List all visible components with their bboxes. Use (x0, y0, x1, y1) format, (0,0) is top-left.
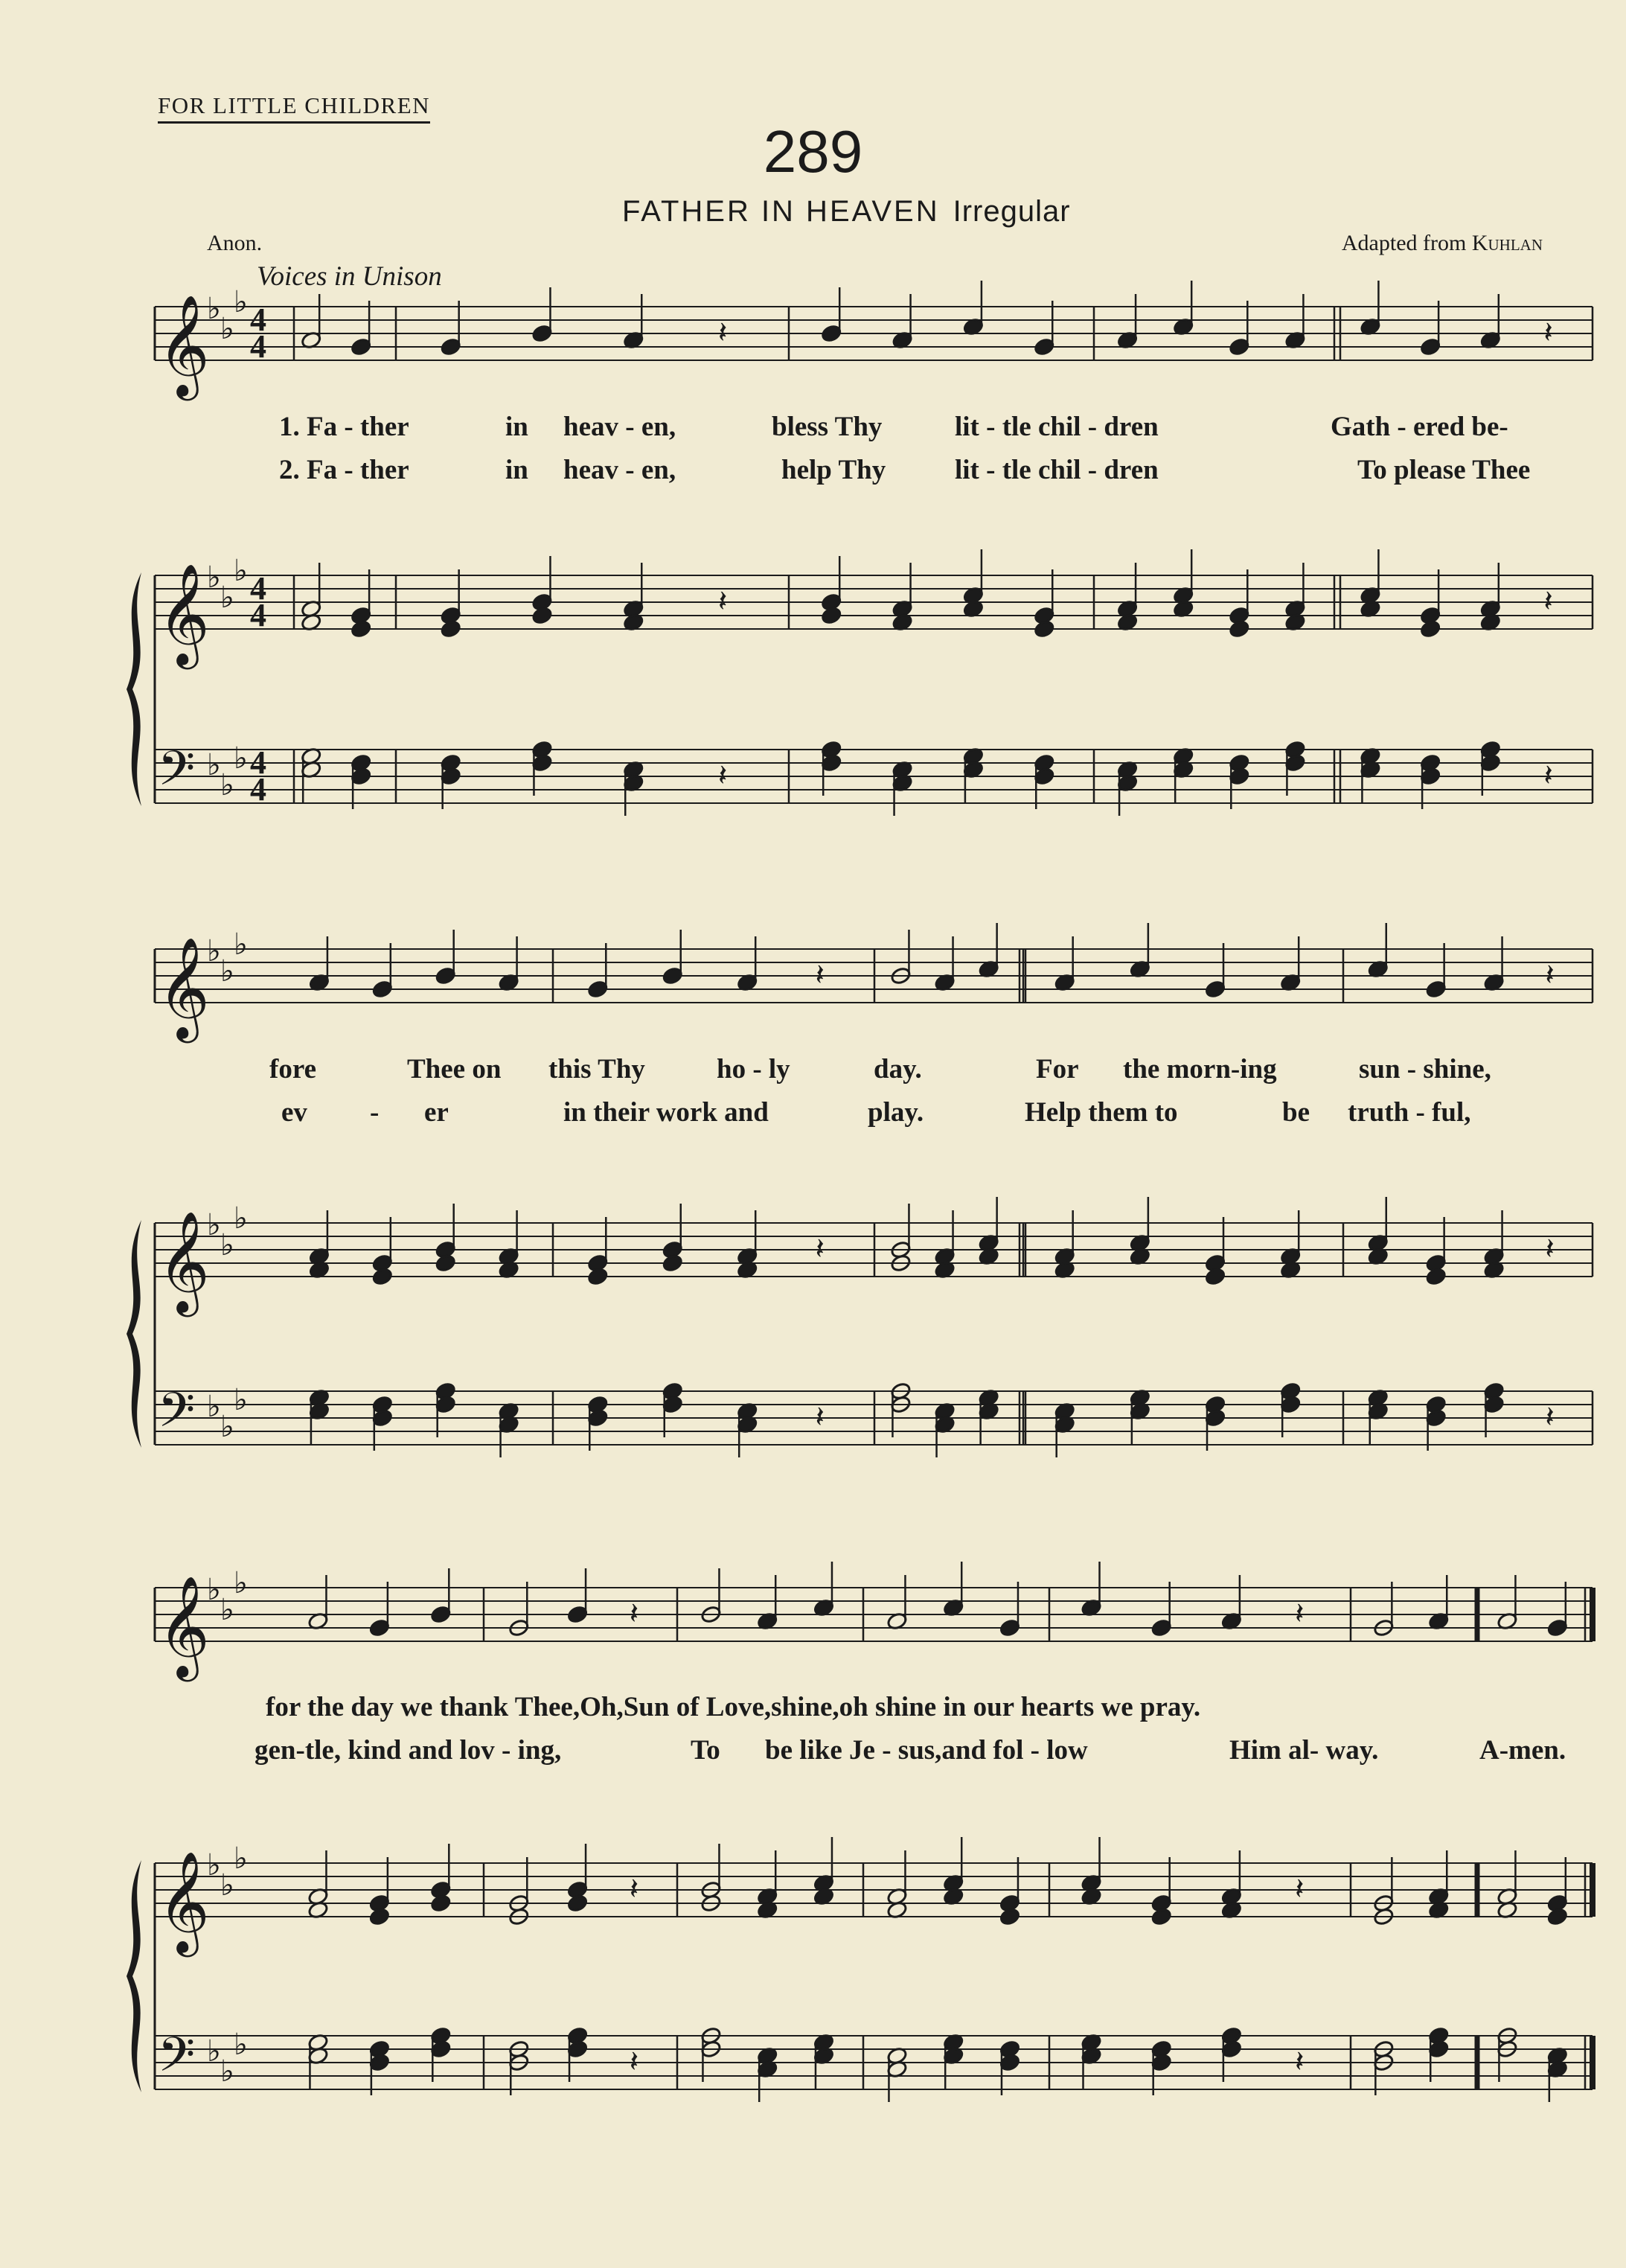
system-1-treble-key-flat: ♭ (234, 554, 248, 588)
system-2-treble-chord-note (662, 1253, 683, 1273)
composer-name: Kuhlan (1471, 231, 1543, 255)
system-1-bass-key-flat: ♭ (207, 748, 221, 782)
system-2-vocal-key-flat: ♭ (234, 927, 248, 962)
system-1-treble-time-bottom: 4 (250, 597, 266, 633)
piano-brace (127, 1220, 141, 1448)
system-1-bass-key-flat: ♭ (234, 741, 248, 776)
system-2-treble-key-flat: ♭ (234, 1201, 248, 1236)
system-3-vocal-rest: 𝄽 (629, 1597, 639, 1631)
system-1-treble-rest: 𝄽 (718, 584, 728, 619)
system-3-bass-key-flat: ♭ (234, 2028, 248, 2062)
lyric-s2-v1-6: For (1036, 1054, 1079, 1085)
lyric-s2-v2-3: er (424, 1097, 449, 1128)
system-1-treble-chord-note (1034, 619, 1055, 639)
system-1-bass-time-bottom: 4 (250, 771, 266, 808)
system-2-treble-key-flat: ♭ (220, 1228, 234, 1262)
lyric-s2-v1-4: ho - ly (717, 1054, 790, 1085)
lyric-s2-v2-6: Help them to (1025, 1097, 1178, 1128)
system-1-bass-key-flat: ♭ (220, 768, 234, 802)
hymn-meter: Irregular (953, 195, 1071, 228)
section-heading: FOR LITTLE CHILDREN (158, 92, 430, 124)
lyric-s1-v1-5: lit - tle chil - dren (955, 412, 1159, 442)
system-3-treble-key-flat: ♭ (220, 1868, 234, 1903)
lyric-s2-v2-1: ev (281, 1097, 307, 1128)
lyric-s2-v1-2: Thee on (407, 1054, 502, 1085)
lyric-s1-v2-1: 2. Fa - ther (279, 455, 409, 485)
lyric-s3-v2-1: gen-tle, kind and lov - ing, (255, 1735, 562, 1766)
system-2-vocal-rest: 𝄽 (1545, 958, 1555, 992)
system-3-vocal-key-flat: ♭ (207, 1573, 221, 1607)
system-1-vocal-rest: 𝄽 (1543, 316, 1553, 350)
system-2-bass-rest: 𝄽 (815, 1400, 825, 1434)
lyric-s2-v2-5: play. (868, 1097, 924, 1128)
system-3-vocal-rest: 𝄽 (1295, 1597, 1305, 1631)
lyric-s3-v2-5: A-men. (1479, 1735, 1566, 1766)
system-2-bass-key-flat: ♭ (207, 1390, 221, 1424)
system-3-bass-key-flat: ♭ (207, 2034, 221, 2069)
lyric-s2-v2-4: in their work and (563, 1097, 769, 1128)
lyric-s2-v2-7: be (1282, 1097, 1310, 1128)
system-3-treble-chord-note (1546, 1907, 1568, 1926)
system-1-treble-chord-note (440, 619, 461, 639)
system-3-treble-rest: 𝄽 (1295, 1872, 1305, 1906)
voice-direction: Voices in Unison (257, 261, 442, 292)
lyric-s2-v1-3: this Thy (548, 1054, 645, 1085)
system-3-vocal-treble-clef: 𝄞 (158, 1574, 210, 1677)
lyric-s2-v1-8: sun - shine, (1359, 1054, 1491, 1085)
system-3-bass-rest: 𝄽 (1295, 2045, 1305, 2079)
system-1-treble-chord-note (351, 619, 372, 639)
system-2-vocal-key-flat: ♭ (207, 934, 221, 968)
system-1-bass-time-top: 4 (250, 744, 266, 781)
system-1-treble-chord-note (821, 606, 842, 625)
lyric-s1-v1-1: 1. Fa - ther (279, 412, 409, 442)
system-2-bass-key-flat: ♭ (234, 1383, 248, 1417)
composer-prefix: Adapted from (1341, 231, 1472, 255)
system-3-vocal-key-flat: ♭ (220, 1593, 234, 1627)
system-1-treble-chord-note (1420, 619, 1441, 639)
system-3-treble-chord-note (999, 1907, 1021, 1926)
system-3-treble-key-flat: ♭ (234, 1841, 248, 1876)
system-2-bass-key-flat: ♭ (220, 1410, 234, 1444)
system-1-bass-bass-clef: 𝄢 (158, 741, 196, 808)
system-1-vocal-key-flat: ♭ (207, 292, 221, 326)
system-2-treble-chord-note (1425, 1267, 1447, 1286)
system-3-vocal-key-flat: ♭ (234, 1566, 248, 1600)
system-1-bass-rest: 𝄽 (718, 758, 728, 793)
system-1-treble-treble-clef: 𝄞 (158, 562, 210, 665)
lyric-s1-v2-4: help Thy (781, 455, 886, 485)
lyric-s3-v2-3: be like Je - sus,and fol - low (765, 1735, 1088, 1766)
lyric-s1-v2-3: heav - en, (563, 455, 676, 485)
system-2-treble-rest: 𝄽 (815, 1232, 825, 1266)
system-2-bass-bass-clef: 𝄢 (158, 1383, 196, 1450)
lyric-s1-v1-3: heav - en, (563, 412, 676, 442)
author-credit: Anon. (207, 231, 263, 255)
lyric-s1-v1-2: in (505, 412, 528, 442)
system-1-vocal-key-flat: ♭ (234, 285, 248, 319)
system-1-treble-rest: 𝄽 (1543, 584, 1553, 619)
system-1-bass-rest: 𝄽 (1543, 758, 1553, 793)
system-1-vocal-time-top: 4 (250, 301, 266, 338)
system-1-treble-time-top: 4 (250, 570, 266, 607)
lyric-s2-v1-5: day. (874, 1054, 922, 1085)
system-2-treble-chord-note (371, 1267, 393, 1286)
system-2-treble-treble-clef: 𝄞 (158, 1210, 210, 1312)
system-3-treble-treble-clef: 𝄞 (158, 1850, 210, 1952)
lyric-s1-v1-6: Gath - ered be- (1331, 412, 1508, 442)
lyric-s1-v2-6: To please Thee (1357, 455, 1531, 485)
lyric-s1-v1-4: bless Thy (772, 412, 883, 442)
system-1-vocal-time-bottom: 4 (250, 328, 266, 365)
system-1-treble-chord-note (1229, 619, 1250, 639)
lyric-s3-v1-1: for the day we thank Thee,Oh,Sun of Love,shine,oh shine in our hearts we pray. (266, 1692, 1201, 1722)
system-3-bass-rest: 𝄽 (629, 2045, 639, 2079)
system-2-bass-rest: 𝄽 (1545, 1400, 1555, 1434)
system-2-vocal-treble-clef: 𝄞 (158, 936, 210, 1038)
system-3-treble-chord-note (1150, 1907, 1172, 1926)
system-2-treble-chord-note (435, 1253, 456, 1273)
system-2-treble-key-flat: ♭ (207, 1208, 221, 1242)
system-1-treble-key-flat: ♭ (207, 560, 221, 595)
lyric-s3-v2-4: Him al- way. (1229, 1735, 1379, 1766)
lyric-s2-v2-8: truth - ful, (1348, 1097, 1471, 1128)
system-3-bass-key-flat: ♭ (220, 2054, 234, 2089)
system-3-treble-key-flat: ♭ (207, 1848, 221, 1882)
lyric-s2-v1-1: fore (269, 1054, 316, 1085)
lyric-s1-v2-2: in (505, 455, 528, 485)
system-3-treble-chord-note (430, 1894, 452, 1913)
system-2-vocal-rest: 𝄽 (815, 958, 825, 992)
system-2-treble-chord-note (1205, 1267, 1226, 1286)
system-2-treble-rest: 𝄽 (1545, 1232, 1555, 1266)
system-3-treble-rest: 𝄽 (629, 1872, 639, 1906)
system-1-vocal-rest: 𝄽 (718, 316, 728, 350)
hymn-number: 289 (763, 118, 863, 185)
hymn-title-text: FATHER IN HEAVEN (622, 195, 940, 228)
system-3-treble-chord-note (567, 1894, 589, 1913)
piano-brace (127, 1860, 141, 2092)
system-3-treble-chord-note (368, 1907, 390, 1926)
system-1-treble-key-flat: ♭ (220, 581, 234, 615)
piano-brace (127, 572, 141, 806)
lyric-s3-v2-2: To (691, 1735, 720, 1766)
lyric-s2-v1-7: the morn-ing (1123, 1054, 1277, 1085)
system-3-bass-bass-clef: 𝄢 (158, 2028, 196, 2095)
lyric-s1-v2-5: lit - tle chil - dren (955, 455, 1159, 485)
system-1-vocal-treble-clef: 𝄞 (158, 293, 210, 396)
lyric-s2-v2-2: - (370, 1097, 380, 1128)
system-2-treble-chord-note (587, 1267, 609, 1286)
system-1-treble-chord-note (531, 606, 553, 625)
system-2-vocal-key-flat: ♭ (220, 954, 234, 988)
system-1-vocal-key-flat: ♭ (220, 312, 234, 346)
